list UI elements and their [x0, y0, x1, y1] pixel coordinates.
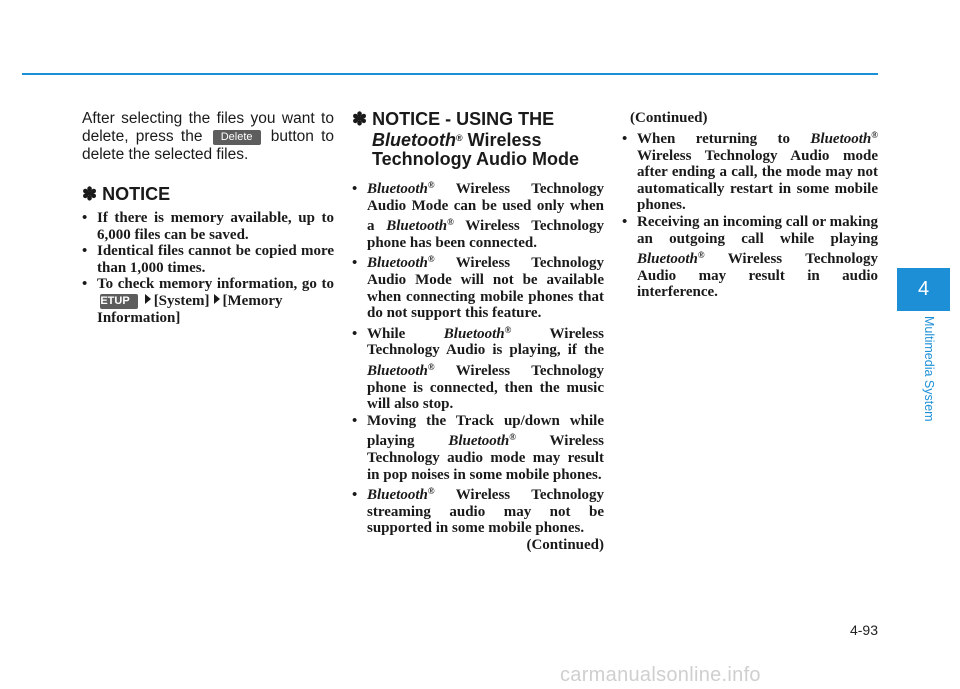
bluetooth-notice-list [352, 177, 604, 537]
column-2 [352, 110, 604, 554]
list-item: • Identical files cannot be copied more than 1,000 times. [82, 243, 334, 276]
continued-label: (Continued) [630, 110, 708, 126]
notice-title: NOTICE [102, 184, 171, 204]
intro-paragraph [82, 110, 334, 164]
notice-heading-bluetooth: ✽ NOTICE - USING THE Bluetooth® Wireless Technology Audio Mode [352, 110, 604, 169]
notice-list [82, 210, 334, 326]
arrow-right-icon [145, 294, 151, 304]
list-item: • While Bluetooth® Wireless Technology Audio is playing, if the Bluetooth® Wireless Technology phone is connected, then the music will also stop. [352, 324, 605, 413]
chapter-side-label: Multimedia System [922, 316, 936, 422]
list-item: • When returning to Bluetooth® Wireless Technology Audio mode after ending a call, the mode may not automatically restart in some mobile phones. [622, 130, 878, 214]
intro-text-start: After selecting the files you want to delete, press the [82, 110, 334, 145]
bluetooth-word: Bluetooth [372, 130, 456, 150]
list-item: • Bluetooth® Wireless Technology Audio Mode will not be available when connecting mobile phones that do not support this feature. [352, 254, 605, 322]
chapter-tab: 4 [897, 268, 950, 311]
intro-text-end: button to delete the selected files. [82, 128, 335, 163]
list-item: • Receiving an incoming call or making an outgoing call while playing Bluetooth® Wireless Technology Audio may result in audio interference. [622, 213, 879, 301]
setup-button: SETUP [100, 294, 138, 309]
notice-heading [82, 184, 334, 204]
list-item: • To check memory information, go to SETUP [System] [Memory Information] [82, 276, 334, 326]
list-item: • Bluetooth® Wireless Technology Audio Mode can be used only when a Bluetooth® Wireless Technology phone has been connected. [352, 180, 605, 251]
notice-mark-icon: ✽ [82, 184, 98, 204]
watermark: carmanualsonline.info [560, 664, 761, 686]
list-item: • Bluetooth® Wireless Technology streaming audio may not be supported in some mobile phones. [352, 486, 605, 537]
column-3 [622, 110, 878, 301]
list-item: • If there is memory available, up to 6,000 files can be saved. [82, 210, 334, 243]
bluetooth-notice-list-continued [622, 127, 878, 301]
page-number: 4-93 [849, 622, 878, 638]
arrow-right-icon [214, 294, 220, 304]
header-rule [22, 73, 878, 75]
notice-title-line3: Technology Audio Mode [372, 149, 579, 169]
column-1 [82, 110, 334, 326]
notice-title-line1: NOTICE - USING THE [372, 109, 555, 129]
list-item: • Moving the Track up/down while playing Bluetooth® Wireless Technology audio mode may result in pop noises in some mobile phones. [352, 412, 604, 483]
continued-label: (Continued) [526, 536, 604, 553]
notice-mark-icon: ✽ [352, 109, 368, 129]
delete-button: Delete [213, 130, 261, 145]
